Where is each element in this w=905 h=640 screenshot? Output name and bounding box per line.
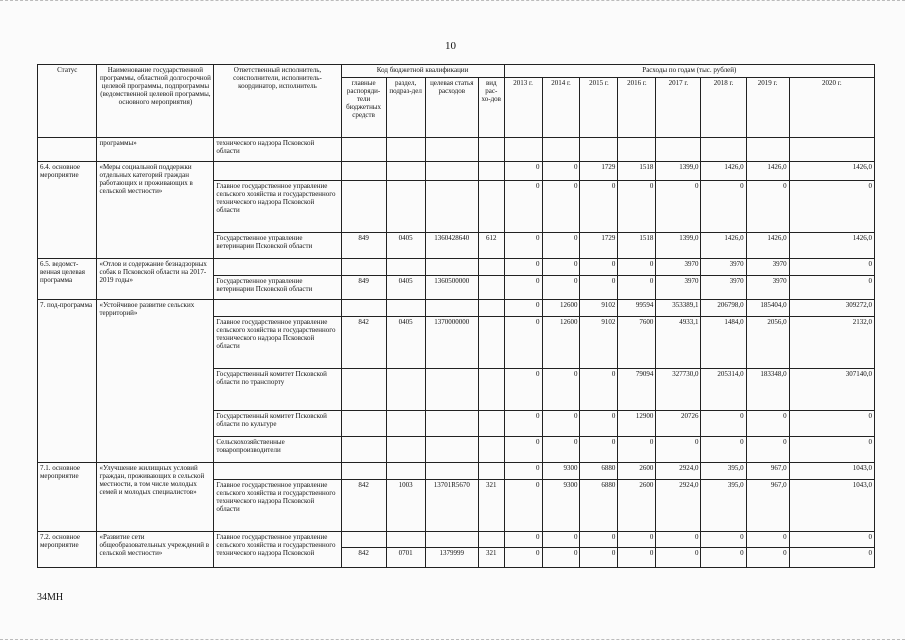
cell-target: 1360428640 [425, 233, 478, 259]
col-year: 2016 г. [618, 78, 656, 138]
cell-status: 7.2. основное мероприятие [38, 532, 97, 568]
col-target: целевая статья расходов [425, 78, 478, 138]
cell-year-value: 0 [656, 532, 701, 548]
cell-section: 0405 [386, 276, 425, 300]
cell-target [425, 181, 478, 233]
cell-grbs [341, 463, 386, 480]
cell-executor: Государственный комитет Псковской области по культуре [214, 411, 341, 437]
table-row [38, 138, 875, 162]
cell-target [425, 259, 478, 276]
cell-year-value: 1426,0 [746, 162, 789, 181]
cell-year-value: 0 [618, 548, 656, 568]
cell-year-value: 0 [580, 259, 618, 276]
cell-year-value: 6880 [580, 480, 618, 532]
cell-grbs [341, 259, 386, 276]
cell-year-value: 1043,0 [789, 480, 874, 532]
cell-year-value: 0 [504, 300, 542, 317]
cell-year-value: 0 [746, 437, 789, 463]
cell-target: 1370000000 [425, 317, 478, 369]
cell-type [478, 276, 504, 300]
cell-status: 6.5. ведомст-венная целевая программа [38, 259, 97, 300]
cell-year-value: 1043,0 [789, 463, 874, 480]
cell-year-value: 3970 [701, 276, 746, 300]
cell-year-value: 6880 [580, 463, 618, 480]
cell-target [425, 463, 478, 480]
cell-grbs [341, 181, 386, 233]
cell-name: «Развитие сети общеобразовательных учреждений в сельской местности» [97, 532, 214, 568]
cell-grbs [341, 532, 386, 548]
col-year: 2013 г. [504, 78, 542, 138]
cell-type [478, 532, 504, 548]
cell-section: 0701 [386, 548, 425, 568]
cell-year-value: 0 [701, 411, 746, 437]
cell-year-value: 307140,0 [789, 369, 874, 411]
cell-year-value [618, 138, 656, 162]
cell-type [478, 317, 504, 369]
cell-year-value: 2132,0 [789, 317, 874, 369]
cell-name: «Отлов и содержание безнадзорных собак в Псковской области на 2017-2019 годы» [97, 259, 214, 300]
cell-year-value: 0 [789, 181, 874, 233]
cell-year-value: 0 [580, 532, 618, 548]
cell-target [425, 138, 478, 162]
cell-year-value: 2600 [618, 463, 656, 480]
cell-year-value: 1399,0 [656, 162, 701, 181]
cell-year-value: 0 [542, 276, 580, 300]
cell-status: 6.4. основное мероприятие [38, 162, 97, 259]
col-year: 2015 г. [580, 78, 618, 138]
cell-grbs: 842 [341, 480, 386, 532]
cell-year-value: 0 [618, 437, 656, 463]
cell-year-value: 0 [504, 233, 542, 259]
cell-target [425, 532, 478, 548]
cell-year-value: 0 [504, 480, 542, 532]
cell-type [478, 181, 504, 233]
cell-grbs [341, 369, 386, 411]
table-body [38, 138, 875, 568]
cell-type [478, 162, 504, 181]
col-year: 2018 г. [701, 78, 746, 138]
cell-year-value: 3970 [746, 276, 789, 300]
cell-year-value: 395,0 [701, 463, 746, 480]
table-row [38, 463, 875, 480]
cell-target: 13701R5670 [425, 480, 478, 532]
col-name: Наименование государственной программы, областной долгосрочной целевой программы, подпрограммы (ведомственной целевой программы, основного мероприятия) [97, 65, 214, 138]
cell-year-value: 0 [542, 259, 580, 276]
cell-year-value [789, 138, 874, 162]
cell-executor: Главное государственное управление сельского хозяйства и государственного технического надзора Псковской [214, 532, 341, 568]
cell-year-value: 0 [618, 532, 656, 548]
cell-year-value: 0 [542, 411, 580, 437]
col-grbs: главные распоряди-тели бюджетных средств [341, 78, 386, 138]
cell-year-value: 0 [789, 437, 874, 463]
cell-year-value: 2924,0 [656, 480, 701, 532]
cell-section [386, 138, 425, 162]
cell-year-value: 9300 [542, 480, 580, 532]
cell-section [386, 369, 425, 411]
cell-year-value: 0 [504, 532, 542, 548]
table-row [38, 532, 875, 548]
cell-section [386, 437, 425, 463]
cell-executor: Главное государственное управление сельского хозяйства и государственного технического надзора Псковской области [214, 181, 341, 233]
cell-target [425, 437, 478, 463]
col-section: раздел, подраз-дел [386, 78, 425, 138]
cell-year-value: 0 [618, 276, 656, 300]
cell-year-value: 0 [542, 181, 580, 233]
cell-type [478, 369, 504, 411]
cell-year-value: 99594 [618, 300, 656, 317]
cell-year-value [656, 138, 701, 162]
cell-grbs [341, 138, 386, 162]
cell-year-value: 185404,0 [746, 300, 789, 317]
cell-year-value: 1426,0 [701, 162, 746, 181]
cell-year-value [746, 138, 789, 162]
cell-year-value: 967,0 [746, 463, 789, 480]
cell-year-value: 967,0 [746, 480, 789, 532]
cell-year-value: 0 [542, 162, 580, 181]
cell-year-value: 0 [580, 437, 618, 463]
cell-year-value [580, 138, 618, 162]
cell-year-value: 0 [580, 548, 618, 568]
cell-type: 321 [478, 480, 504, 532]
cell-grbs [341, 437, 386, 463]
cell-year-value: 309272,0 [789, 300, 874, 317]
cell-name: «Устойчивое развитие сельских территорий» [97, 300, 214, 463]
cell-year-value: 0 [580, 411, 618, 437]
cell-year-value: 7600 [618, 317, 656, 369]
cell-year-value: 0 [656, 437, 701, 463]
col-executor: Ответственный исполнитель, соисполнители, исполнитель-координатор, исполнитель [214, 65, 341, 138]
cell-type [478, 463, 504, 480]
cell-executor: Главное государственное управление сельского хозяйства и государственного технического надзора Псковской области [214, 480, 341, 532]
cell-year-value: 0 [504, 548, 542, 568]
cell-year-value: 9102 [580, 317, 618, 369]
cell-status: 7.1. основное мероприятие [38, 463, 97, 532]
cell-year-value: 0 [746, 181, 789, 233]
table-row [38, 259, 875, 276]
cell-year-value: 0 [504, 369, 542, 411]
cell-year-value: 20726 [656, 411, 701, 437]
cell-grbs: 842 [341, 317, 386, 369]
cell-status [38, 138, 97, 162]
page-number: 10 [445, 40, 456, 52]
cell-target [425, 411, 478, 437]
cell-year-value: 2056,0 [746, 317, 789, 369]
cell-year-value: 0 [580, 276, 618, 300]
cell-section [386, 259, 425, 276]
cell-section [386, 532, 425, 548]
cell-year-value: 1729 [580, 233, 618, 259]
cell-year-value: 3970 [656, 259, 701, 276]
cell-year-value: 0 [542, 437, 580, 463]
cell-year-value: 0 [580, 181, 618, 233]
cell-executor: технического надзора Псковской области [214, 138, 341, 162]
cell-section [386, 463, 425, 480]
cell-year-value: 183348,0 [746, 369, 789, 411]
cell-year-value: 3970 [701, 259, 746, 276]
cell-type [478, 300, 504, 317]
cell-year-value: 0 [504, 181, 542, 233]
cell-year-value: 12600 [542, 300, 580, 317]
cell-grbs: 842 [341, 548, 386, 568]
col-year: 2020 г. [789, 78, 874, 138]
cell-name: «Меры социальной поддержки отдельных категорий граждан работающих и проживающих в сельской местности» [97, 162, 214, 259]
budget-table [37, 64, 875, 568]
cell-grbs: 849 [341, 233, 386, 259]
cell-grbs [341, 300, 386, 317]
cell-type [478, 437, 504, 463]
cell-year-value: 0 [789, 548, 874, 568]
cell-year-value: 3970 [746, 259, 789, 276]
cell-status: 7. под-программа [38, 300, 97, 463]
cell-executor: Государственный комитет Псковской области по транспорту [214, 369, 341, 411]
cell-section: 1003 [386, 480, 425, 532]
cell-year-value: 1729 [580, 162, 618, 181]
cell-year-value: 0 [746, 532, 789, 548]
cell-year-value: 0 [618, 181, 656, 233]
col-year: 2019 г. [746, 78, 789, 138]
cell-year-value [504, 138, 542, 162]
cell-target: 1360500000 [425, 276, 478, 300]
cell-year-value: 2924,0 [656, 463, 701, 480]
cell-section [386, 181, 425, 233]
cell-year-value: 9102 [580, 300, 618, 317]
cell-year-value: 0 [542, 532, 580, 548]
cell-name: «Улучшение жилищных условий граждан, проживающих в сельской местности, в том числе молодых семей и молодых специалистов» [97, 463, 214, 532]
cell-year-value: 0 [789, 532, 874, 548]
cell-year-value: 205314,0 [701, 369, 746, 411]
cell-year-value: 3970 [656, 276, 701, 300]
cell-target [425, 162, 478, 181]
cell-year-value: 1426,0 [746, 233, 789, 259]
cell-year-value: 2600 [618, 480, 656, 532]
cell-type [478, 259, 504, 276]
cell-year-value: 0 [656, 548, 701, 568]
cell-executor [214, 259, 341, 276]
col-year: 2017 г. [656, 78, 701, 138]
cell-year-value: 0 [542, 548, 580, 568]
cell-executor: Государственное управление ветеринарии Псковской области [214, 276, 341, 300]
cell-section: 0405 [386, 233, 425, 259]
table-row [38, 300, 875, 317]
cell-year-value: 12600 [542, 317, 580, 369]
cell-year-value: 0 [504, 162, 542, 181]
cell-target [425, 300, 478, 317]
cell-year-value: 1426,0 [701, 233, 746, 259]
cell-type [478, 411, 504, 437]
col-type: вид рас-хо-дов [478, 78, 504, 138]
cell-year-value: 79094 [618, 369, 656, 411]
col-status: Статус [38, 65, 97, 138]
cell-target: 1379999 [425, 548, 478, 568]
cell-year-value: 0 [701, 181, 746, 233]
col-year: 2014 г. [542, 78, 580, 138]
cell-year-value: 353389,1 [656, 300, 701, 317]
cell-executor [214, 300, 341, 317]
cell-grbs [341, 411, 386, 437]
cell-executor [214, 463, 341, 480]
cell-year-value: 1518 [618, 233, 656, 259]
cell-year-value: 0 [789, 259, 874, 276]
cell-year-value: 4933,1 [656, 317, 701, 369]
cell-year-value: 0 [789, 276, 874, 300]
cell-year-value [701, 138, 746, 162]
cell-year-value: 0 [504, 317, 542, 369]
cell-year-value: 1399,0 [656, 233, 701, 259]
cell-year-value: 0 [580, 369, 618, 411]
cell-section [386, 162, 425, 181]
cell-target [425, 369, 478, 411]
cell-year-value: 0 [542, 233, 580, 259]
cell-year-value: 1484,0 [701, 317, 746, 369]
cell-year-value: 1426,0 [789, 162, 874, 181]
cell-year-value: 12900 [618, 411, 656, 437]
cell-year-value: 9300 [542, 463, 580, 480]
cell-year-value: 395,0 [701, 480, 746, 532]
cell-year-value: 0 [504, 463, 542, 480]
cell-year-value: 0 [504, 411, 542, 437]
cell-year-value: 0 [504, 437, 542, 463]
cell-year-value: 1426,0 [789, 233, 874, 259]
cell-year-value [542, 138, 580, 162]
cell-grbs: 849 [341, 276, 386, 300]
cell-type [478, 138, 504, 162]
cell-executor [214, 162, 341, 181]
footer-code: 34МН [37, 592, 64, 603]
cell-year-value: 206798,0 [701, 300, 746, 317]
cell-year-value: 0 [701, 548, 746, 568]
cell-year-value: 0 [656, 181, 701, 233]
table-row [38, 162, 875, 181]
cell-year-value: 327730,0 [656, 369, 701, 411]
cell-name: программы» [97, 138, 214, 162]
cell-year-value: 0 [746, 548, 789, 568]
cell-year-value: 1518 [618, 162, 656, 181]
cell-year-value: 0 [504, 259, 542, 276]
cell-section [386, 411, 425, 437]
cell-year-value: 0 [701, 437, 746, 463]
cell-year-value: 0 [746, 411, 789, 437]
cell-grbs [341, 162, 386, 181]
cell-executor: Государственное управление ветеринарии Псковской области [214, 233, 341, 259]
cell-year-value: 0 [618, 259, 656, 276]
col-budget-code: Код бюджетной квалификации [341, 65, 504, 78]
page-top-edge [0, 0, 905, 3]
cell-year-value: 0 [504, 276, 542, 300]
cell-section: 0405 [386, 317, 425, 369]
cell-type: 321 [478, 548, 504, 568]
cell-executor: Главное государственное управление сельского хозяйства и государственного технического надзора Псковской области [214, 317, 341, 369]
cell-year-value: 0 [701, 532, 746, 548]
cell-section [386, 300, 425, 317]
cell-executor: Сельскохозяйственные товаропроизводители [214, 437, 341, 463]
cell-year-value: 0 [542, 369, 580, 411]
col-expenses: Расходы по годам (тыс. рублей) [504, 65, 874, 78]
cell-type: 612 [478, 233, 504, 259]
cell-year-value: 0 [789, 411, 874, 437]
